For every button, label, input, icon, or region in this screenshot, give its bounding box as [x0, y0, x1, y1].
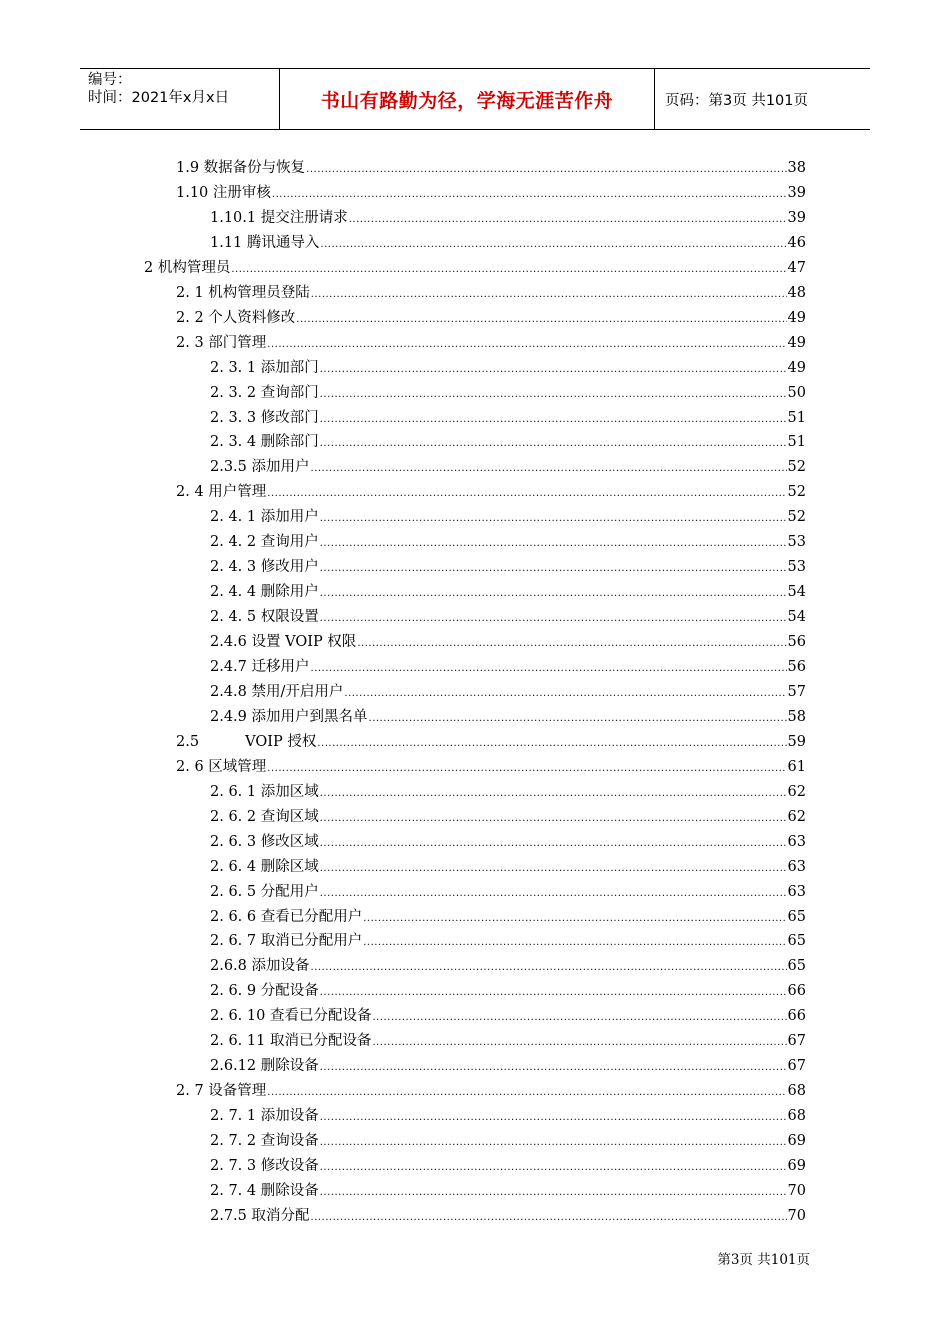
toc-entry-page: 47 [787, 259, 806, 276]
toc-dot-leader [320, 613, 787, 624]
toc-entry-title: 2.7.5 取消分配 [210, 1207, 310, 1224]
toc-entry[interactable] [210, 356, 806, 380]
toc-entry-title: 2. 3. 1 添加部门 [210, 359, 319, 376]
toc-entry[interactable] [210, 855, 806, 879]
toc-entry[interactable] [210, 455, 806, 479]
toc-dot-leader [320, 1062, 787, 1073]
toc-entry-page: 49 [787, 359, 806, 376]
toc-entry-title: 2. 6. 9 分配设备 [210, 983, 319, 1000]
toc-entry[interactable] [210, 1104, 806, 1128]
document-time-label: 时间：2021年x月x日 [88, 90, 230, 106]
toc-entry[interactable] [210, 530, 806, 554]
toc-entry-page: 57 [787, 683, 806, 700]
toc-entry-page: 56 [787, 634, 806, 651]
toc-entry[interactable] [210, 231, 806, 255]
toc-entry-page: 54 [787, 609, 806, 626]
header-page-info: 页码：第3页 共101页 [665, 92, 809, 109]
toc-entry-title: 2. 7. 4 删除设备 [210, 1182, 319, 1199]
toc-entry-page: 63 [787, 858, 806, 875]
header-meta [80, 69, 280, 129]
toc-dot-leader [320, 563, 787, 574]
toc-entry-page: 68 [787, 1083, 806, 1100]
toc-entry-title: 1.10 注册审核 [176, 184, 271, 201]
toc-entry-title: 2. 6 区域管理 [176, 758, 267, 775]
toc-entry[interactable] [210, 1154, 806, 1178]
toc-dot-leader [320, 813, 787, 824]
toc-entry-title: 2. 4. 3 修改用户 [210, 559, 319, 576]
toc-entry-page: 65 [787, 958, 806, 975]
toc-entry[interactable] [176, 1079, 806, 1103]
toc-entry-page: 67 [787, 1058, 806, 1075]
toc-entry-title: 2. 6. 11 取消已分配设备 [210, 1033, 372, 1050]
toc-entry[interactable] [210, 805, 806, 829]
toc-entry-title: 2. 3. 2 查询部门 [210, 384, 319, 401]
toc-entry[interactable] [176, 306, 806, 330]
toc-entry-title: 2. 4. 2 查询用户 [210, 534, 319, 551]
toc-entry-title: 1.10.1 提交注册请求 [210, 209, 348, 226]
toc-entry[interactable] [210, 555, 806, 579]
toc-entry-title: 2. 2 个人资料修改 [176, 309, 296, 326]
toc-entry[interactable] [210, 929, 806, 953]
toc-entry-title: 2. 7. 3 修改设备 [210, 1158, 319, 1174]
toc-entry[interactable] [176, 755, 806, 779]
toc-dot-leader [296, 314, 786, 325]
toc-dot-leader [320, 513, 787, 524]
toc-entry[interactable] [210, 680, 806, 704]
toc-entry[interactable] [176, 480, 806, 504]
toc-entry-title: 2. 6. 7 取消已分配用户 [210, 933, 363, 950]
toc-entry[interactable] [210, 880, 806, 904]
toc-entry-page: 59 [787, 733, 806, 750]
toc-dot-leader [363, 937, 786, 948]
toc-entry-page: 49 [787, 309, 806, 326]
toc-entry-title: 2.6.8 添加设备 [210, 958, 310, 975]
toc-entry-page: 63 [787, 833, 806, 850]
toc-dot-leader [311, 962, 787, 973]
toc-entry[interactable] [210, 780, 806, 804]
toc-dot-leader [320, 863, 787, 874]
toc-entry[interactable] [210, 1179, 806, 1203]
toc-entry-title: 2. 3. 4 删除部门 [210, 434, 319, 451]
toc-dot-leader [320, 239, 786, 250]
toc-entry-page: 66 [787, 983, 806, 1000]
toc-dot-leader [320, 438, 787, 449]
toc-entry-page: 62 [787, 808, 806, 825]
toc-dot-leader [311, 463, 787, 474]
toc-entry-title: 2. 6. 5 分配用户 [210, 883, 319, 900]
toc-entry[interactable] [210, 381, 806, 405]
toc-dot-leader [320, 588, 787, 599]
toc-entry-page: 48 [787, 284, 806, 301]
toc-dot-leader [349, 214, 787, 225]
toc-entry-page: 46 [787, 234, 806, 251]
toc-entry-title: 2.3.5 添加用户 [210, 459, 310, 476]
toc-entry[interactable] [210, 979, 806, 1003]
toc-dot-leader [267, 488, 786, 499]
toc-dot-leader [267, 763, 786, 774]
toc-dot-leader [363, 913, 786, 924]
toc-entry-page: 53 [787, 534, 806, 551]
toc-dot-leader [320, 1137, 787, 1148]
toc-entry[interactable] [210, 580, 806, 604]
toc-entry-title: 2. 6. 6 查看已分配用户 [210, 908, 363, 925]
toc-dot-leader [320, 987, 787, 998]
toc-dot-leader [320, 788, 787, 799]
toc-dot-leader [320, 1112, 787, 1123]
toc-entry-title: 2. 6. 3 修改区域 [210, 833, 319, 850]
toc-entry-page: 69 [787, 1133, 806, 1150]
toc-entry-page: 54 [787, 584, 806, 601]
toc-entry[interactable] [210, 605, 806, 629]
toc-dot-leader [344, 688, 786, 699]
toc-entry[interactable] [210, 206, 806, 230]
toc-entry-page: 62 [787, 783, 806, 800]
toc-entry-page: 39 [787, 184, 806, 201]
toc-entry[interactable] [176, 730, 806, 754]
toc-entry-page: 65 [787, 933, 806, 950]
toc-dot-leader [320, 414, 787, 425]
toc-entry-page: 38 [787, 160, 806, 176]
toc-entry-title: 2.4.7 迁移用户 [210, 659, 310, 675]
toc-entry[interactable] [144, 256, 806, 280]
toc-entry[interactable] [210, 905, 806, 929]
toc-entry[interactable] [210, 1004, 806, 1028]
toc-entry-title: 1.9 数据备份与恢复 [176, 160, 306, 176]
toc-dot-leader [369, 713, 787, 724]
toc-entry-page: 69 [787, 1158, 806, 1174]
toc-entry-page: 67 [787, 1033, 806, 1050]
toc-dot-leader [267, 1087, 786, 1098]
toc-dot-leader [320, 1187, 787, 1198]
toc-entry[interactable] [210, 655, 806, 679]
toc-dot-leader [272, 189, 787, 200]
toc-entry-page: 68 [787, 1108, 806, 1125]
toc-entry-page: 52 [787, 484, 806, 501]
page-header [80, 68, 870, 130]
toc-dot-leader [311, 1212, 787, 1223]
toc-entry[interactable] [210, 954, 806, 978]
toc-entry-page: 70 [787, 1182, 806, 1199]
toc-entry[interactable] [210, 406, 806, 430]
toc-entry-title: 2. 4. 5 权限设置 [210, 609, 319, 626]
toc-entry-page: 52 [787, 459, 806, 476]
toc-dot-leader [357, 638, 786, 649]
toc-entry-title: 2. 1 机构管理员登陆 [176, 284, 310, 301]
toc-entry-title: 2. 6. 2 查询区域 [210, 808, 319, 825]
toc-dot-leader [306, 164, 786, 175]
toc-dot-leader [372, 1037, 786, 1048]
toc-entry-page: 66 [787, 1008, 806, 1025]
toc-entry-page: 49 [787, 334, 806, 351]
toc-entry-title: 1.11 腾讯通导入 [210, 234, 320, 251]
toc-dot-leader [320, 538, 787, 549]
toc-entry-page: 53 [787, 559, 806, 576]
footer-page-info: 第3页 共101页 [717, 1252, 810, 1268]
toc-entry-title: 2. 4. 1 添加用户 [210, 509, 319, 526]
toc-entry[interactable] [210, 705, 806, 729]
toc-entry-title: 2. 3. 3 修改部门 [210, 409, 319, 426]
toc-entry[interactable] [210, 1029, 806, 1053]
toc-entry-title: 2.4.8 禁用/开启用户 [210, 683, 344, 700]
toc-entry-page: 70 [787, 1207, 806, 1224]
toc-entry[interactable] [210, 1054, 806, 1078]
toc-entry[interactable] [210, 505, 806, 529]
toc-entry-title: 2. 7. 2 查询设备 [210, 1133, 319, 1150]
toc-entry-page: 61 [787, 758, 806, 775]
toc-entry-title: 2. 4 用户管理 [176, 484, 267, 501]
toc-entry[interactable] [176, 181, 806, 205]
toc-entry-page: 65 [787, 908, 806, 925]
header-motto: 书山有路勤为径，学海无涯苦作舟 [280, 69, 655, 129]
toc-entry-page: 63 [787, 883, 806, 900]
toc-dot-leader [317, 738, 786, 749]
document-number-label: 编号： [88, 72, 132, 88]
toc-entry[interactable] [176, 331, 806, 355]
toc-entry-title: 2.4.9 添加用户到黑名单 [210, 708, 368, 725]
toc-entry-title: 2.4.6 设置 VOIP 权限 [210, 634, 357, 651]
toc-entry-title: 2 机构管理员 [144, 259, 231, 276]
toc-entry-title: 2.5 VOIP 授权 [176, 733, 317, 750]
toc-dot-leader [320, 389, 787, 400]
toc-entry[interactable] [176, 281, 806, 305]
toc-dot-leader [320, 888, 787, 899]
toc-entry-title: 2. 6. 1 添加区域 [210, 783, 319, 800]
toc-dot-leader [267, 339, 786, 350]
toc-entry[interactable] [210, 630, 806, 654]
toc-entry-page: 50 [787, 384, 806, 401]
toc-entry-title: 2. 3 部门管理 [176, 334, 267, 351]
toc-dot-leader [320, 838, 787, 849]
toc-entry-title: 2. 6. 10 查看已分配设备 [210, 1008, 372, 1025]
toc-dot-leader [320, 1162, 787, 1173]
toc-entry-page: 56 [787, 659, 806, 675]
toc-entry[interactable] [210, 1204, 806, 1228]
toc-dot-leader [311, 289, 787, 300]
toc-entry[interactable] [176, 156, 806, 180]
toc-entry-title: 2. 6. 4 删除区域 [210, 858, 319, 875]
toc-dot-leader [372, 1012, 786, 1023]
toc-dot-leader [231, 264, 786, 275]
toc-dot-leader [311, 663, 787, 674]
toc-entry-page: 58 [787, 708, 806, 725]
toc-entry-page: 52 [787, 509, 806, 526]
toc-dot-leader [320, 364, 787, 375]
toc-entry[interactable] [210, 430, 806, 454]
toc-entry-page: 51 [787, 409, 806, 426]
toc-entry-page: 51 [787, 434, 806, 451]
toc-entry-title: 2. 7. 1 添加设备 [210, 1108, 319, 1125]
toc-entry-title: 2. 4. 4 删除用户 [210, 584, 319, 601]
toc-entry[interactable] [210, 830, 806, 854]
toc-entry-page: 39 [787, 209, 806, 226]
toc-entry-title: 2.6.12 删除设备 [210, 1058, 319, 1075]
toc-entry-title: 2. 7 设备管理 [176, 1083, 267, 1100]
toc-entry[interactable] [210, 1129, 806, 1153]
